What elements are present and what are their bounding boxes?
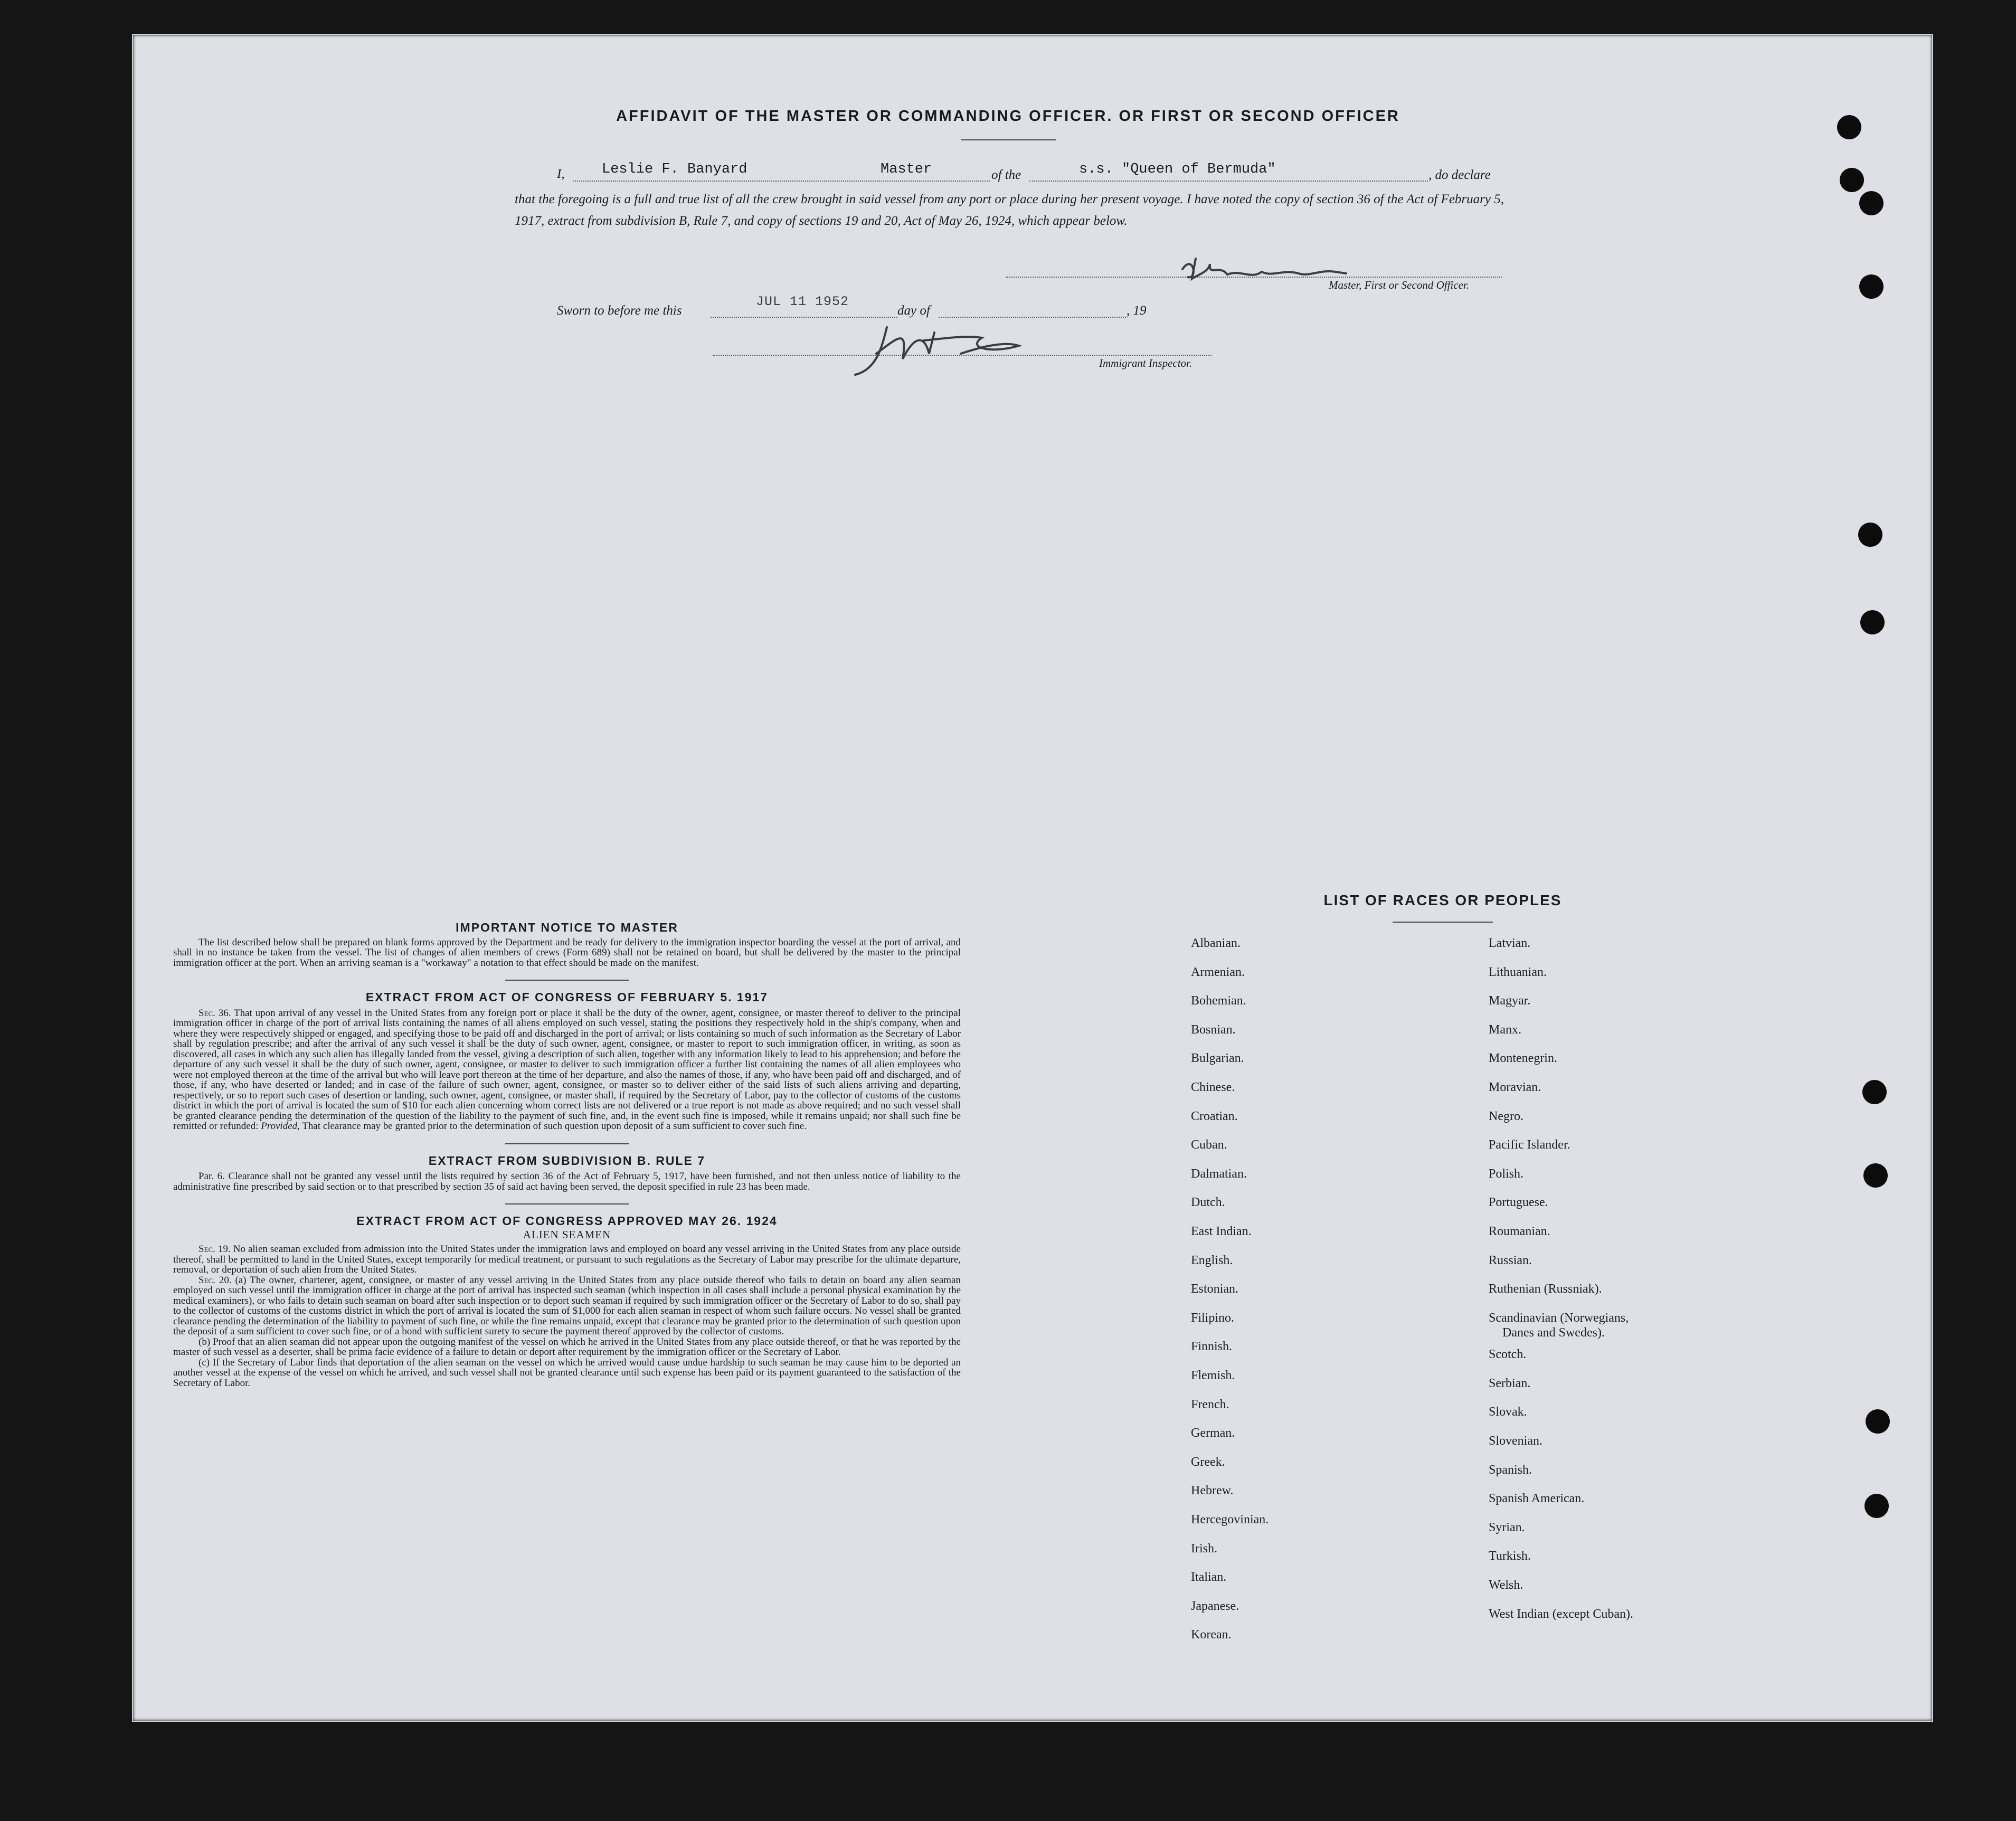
races-title-rule <box>1393 922 1493 923</box>
affidavit-i: I, <box>557 167 565 181</box>
name-line <box>573 181 990 182</box>
race-item: Scandinavian (Norwegians, <box>1489 1311 1629 1325</box>
race-item: Danes and Swedes). <box>1502 1325 1605 1340</box>
race-item: Russian. <box>1489 1253 1532 1267</box>
section-label: Sec. 36. <box>198 1007 231 1019</box>
race-item: German. <box>1191 1426 1235 1440</box>
notice-column <box>173 923 961 1388</box>
section-divider <box>505 1143 629 1144</box>
race-item: Magyar. <box>1489 994 1531 1008</box>
affidavit-title: AFFIDAVIT OF THE MASTER OR COMMANDING OFFICER. OR FIRST OR SECOND OFFICER <box>616 108 1400 125</box>
race-item: Welsh. <box>1489 1578 1523 1592</box>
punch-hole <box>1866 1409 1890 1434</box>
race-item: Bohemian. <box>1191 994 1246 1008</box>
section-20-label: Sec. 20. <box>198 1274 232 1286</box>
race-item: Chinese. <box>1191 1080 1235 1094</box>
sheet-border <box>132 34 1933 1722</box>
title-rule <box>961 139 1056 140</box>
extract-1924-title: EXTRACT FROM ACT OF CONGRESS APPROVED MAY 26. 1924 <box>356 1214 778 1228</box>
race-item: Portuguese. <box>1489 1196 1548 1210</box>
inspector-signature <box>845 317 1035 380</box>
race-item: Croatian. <box>1191 1109 1238 1123</box>
race-item: Negro. <box>1489 1109 1523 1123</box>
race-item: West Indian (except Cuban). <box>1489 1607 1633 1621</box>
race-item: Estonian. <box>1191 1282 1238 1296</box>
section-19-text <box>173 1244 961 1275</box>
race-item: Spanish American. <box>1489 1492 1585 1506</box>
race-item: Bulgarian. <box>1191 1051 1244 1066</box>
section-20a-body: (a) The owner, charterer, agent, consignee, or master of any vessel arriving in the United States from any place outside thereof who fails to detain on board any alien seaman employed on such vessel until the immigration officer in charge at the port of arrival has inspected such seaman (which inspection in all cases shall include a personal physical examination by the medical examiners), or who fails to detain such seaman on board after such inspection or to deport such seaman if required by such immigration officer or the Secretary of Labor to do so, shall pay to the collector of customs of the customs district in which the port of arrival is located the sum of $1,000 for each alien seaman in respect of whom such failure occurs. No vessel shall be granted clearance pending the determination of the liability to payment of such fine, or while the fine remains unpaid, except that clearance may be granted prior to the determination of such question upon the deposit of a sum sufficient to cover such fine, or of a bond with sufficient surety to secure the payment thereof approved by the collector of customs. <box>173 1274 961 1337</box>
race-item: Montenegrin. <box>1489 1051 1557 1066</box>
extract-rule7-title: EXTRACT FROM SUBDIVISION B. RULE 7 <box>428 1153 706 1168</box>
race-item: Turkish. <box>1489 1549 1531 1563</box>
race-item: Manx. <box>1489 1022 1521 1037</box>
race-item: Italian. <box>1191 1570 1227 1585</box>
affidavit-statement: that the foregoing is a full and true list of all the crew brought in said vessel from any port or place during her present voyage. I have noted the copy of section 36 of the Act of February 5, 1917, extract from subdivision B, Rule 7, and copy of sections 19 and 20, Act of May 26, 1924, which appear below. <box>515 192 1504 228</box>
notice-title: IMPORTANT NOTICE TO MASTER <box>456 921 678 934</box>
race-item: Hebrew. <box>1191 1484 1234 1498</box>
race-item: Cuban. <box>1191 1138 1227 1152</box>
section-20c-text: (c) If the Secretary of Labor finds that deportation of the alien seaman on the vessel on which he arrived would cause undue hardship to such seaman he may cause him to be deported an another vessel at the expense of the vessel on which he arrived, and such vessel shall not be granted clearance until such expense has been paid or its payment guaranteed to the satisfaction of the Secretary of Labor. <box>173 1357 961 1389</box>
year-label: , 19 <box>1127 304 1147 318</box>
punch-hole <box>1864 1494 1889 1518</box>
punch-hole <box>1863 1163 1888 1188</box>
race-item: Moravian. <box>1489 1080 1541 1094</box>
race-item: Dutch. <box>1191 1196 1225 1210</box>
races-title: LIST OF RACES OR PEOPLES <box>1323 892 1562 908</box>
punch-hole <box>1860 610 1885 634</box>
extract-rule7-text: Par. 6. Clearance shall not be granted any vessel until the lists required by section 36 of the Act of February 5, 1917, have been furnished, and not then unless notice of liability to the administrative fine prescribed by said section or to that prescribed by section 35 of said act having been served, the deposit specified in rule 23 has been made. <box>173 1171 961 1192</box>
master-caption: Master, First or Second Officer. <box>1329 279 1469 291</box>
race-item: Bosnian. <box>1191 1022 1236 1037</box>
vessel-name: s.s. "Queen of Bermuda" <box>1079 162 1276 177</box>
section-19-body: No alien seaman excluded from admission into the United States under the immigration laws and employed on board any vessel arriving in the United States from any place outside thereof, shall be permitted to land in the United States, except temporarily for medical treatment, or pursuant to such regulations as the Secretary of Labor may prescribe for the ultimate departure, removal, or deportation of such alien from the United States. <box>173 1244 961 1275</box>
race-item: Albanian. <box>1191 936 1241 950</box>
section-divider <box>505 1203 629 1204</box>
of-the-label: of the <box>991 168 1021 182</box>
race-item: Slovak. <box>1489 1405 1527 1419</box>
race-item: Filipino. <box>1191 1311 1235 1325</box>
provided-word: Provided, <box>261 1121 300 1132</box>
race-item: Finnish. <box>1191 1340 1233 1354</box>
race-item: Armenian. <box>1191 965 1245 979</box>
punch-hole <box>1840 168 1864 192</box>
master-signature <box>1177 248 1351 290</box>
extract-1917-text <box>173 1008 961 1132</box>
race-item: English. <box>1191 1253 1233 1267</box>
punch-hole <box>1858 523 1882 547</box>
inspector-caption: Immigrant Inspector. <box>1099 357 1192 369</box>
punch-hole <box>1862 1080 1887 1104</box>
section-36-text: That upon arrival of any vessel in the United States from any foreign port or place it shall be the duty of the owner, agent, consignee, or master thereof to deliver to the principal immigration officer in charge of the port of arrival lists containing the names of all aliens employed on such vessel, stating the positions they respectively hold in the ship's company, when and where they were respectively shipped or engaged, and specifying those to be paid off and discharged in the port of arrival; or lists containing so much of such information as the Secretary of Labor shall by regulation prescribe; and after the arrival of any such vessel it shall be the duty of such owner, agent, consignee, or master to report to such immigration officer, in writing, as soon as discovered, all cases in which any such alien has illegally landed from the vessel, giving a description of such alien, together with any information likely to lead to his apprehension; and before the departure of any such vessel it shall be the duty of such owner, agent, consignee, or master to deliver to such immigration officer a further list containing the names of all alien employees who were not employed thereon at the time of the arrival but who will leave port thereon at the time of her departure, and also the names of those, if any, who have been paid off and discharged, and of those, if any, who have deserted or landed; and in case of the failure of such owner, agent, consignee, or master so to deliver either of the said lists of such aliens arriving and departing, respectively, or so to report such cases of desertion or landing, such owner, agent, consignee, or master shall, if required by the Secretary of Labor, pay to the collector of customs of the customs district in which the port of arrival is located the sum of $10 for each alien concerning whom correct lists are not delivered or a true report is not made as above required; and no such vessel shall be granted clearance pending the determination of the question of the liability to the payment of such fine, and, in the event such fine is imposed, while it remains unpaid; nor shall such fine be remitted or refunded: <box>173 1007 961 1132</box>
do-declare: , do declare <box>1428 168 1491 182</box>
alien-seamen-subtitle: ALIEN SEAMEN <box>523 1228 611 1241</box>
provided-text: That clearance may be granted prior to the determination of such question upon deposit of a sum sufficient to cover such fine. <box>302 1121 807 1132</box>
master-name: Leslie F. Banyard <box>602 162 747 177</box>
race-item: Scotch. <box>1489 1348 1527 1362</box>
race-item: Dalmatian. <box>1191 1166 1247 1181</box>
race-item: Greek. <box>1191 1455 1225 1469</box>
race-item: Japanese. <box>1191 1599 1239 1613</box>
race-item: Roumanian. <box>1489 1225 1550 1238</box>
race-item: Slovenian. <box>1489 1434 1542 1448</box>
race-item: East Indian. <box>1191 1225 1252 1238</box>
notice-text: The list described below shall be prepared on blank forms approved by the Department and be ready for delivery to the immigration inspector boarding the vessel at the port of arrival, and shall in no instance be taken from the vessel. The list of changes of alien members of crews (Form 689) shall not be retained on board, but shall be delivered by the master to the principal immigration officer at the port. When an arriving seaman is a "workaway" a notation to that effect should be made on the manifest. <box>173 936 961 969</box>
punch-hole <box>1859 274 1884 299</box>
race-item: Syrian. <box>1489 1520 1525 1534</box>
section-20b-text: (b) Proof that an alien seaman did not appear upon the outgoing manifest of the vessel on which he arrived in the United States from any place outside thereof, or that he was reported by the master of such vessel as a deserter, shall be prima facie evidence of a failure to detain or deport after requirement by the immigration officer or the Secretary of Labor. <box>173 1336 961 1358</box>
section-19-label: Sec. 19. <box>198 1244 231 1255</box>
section-20a-text <box>173 1275 961 1337</box>
race-item: Irish. <box>1191 1541 1217 1556</box>
extract-1917-title: EXTRACT FROM ACT OF CONGRESS OF FEBRUARY 5. 1917 <box>365 990 769 1004</box>
sworn-label: Sworn to before me this <box>557 304 682 318</box>
race-item: Latvian. <box>1489 936 1531 950</box>
master-rank: Master <box>881 162 932 177</box>
race-item: Korean. <box>1191 1628 1232 1642</box>
race-item: Ruthenian (Russniak). <box>1489 1282 1602 1296</box>
punch-hole <box>1859 191 1884 215</box>
race-item: Pacific Islander. <box>1489 1138 1570 1152</box>
date-stamp: JUL 11 1952 <box>756 294 849 309</box>
race-item: Polish. <box>1489 1166 1524 1181</box>
race-item: Flemish. <box>1191 1369 1235 1382</box>
race-item: French. <box>1191 1397 1229 1411</box>
day-of-label: day of <box>897 304 930 318</box>
race-item: Spanish. <box>1489 1463 1532 1477</box>
race-item: Hercegovinian. <box>1191 1513 1269 1526</box>
race-item: Serbian. <box>1489 1376 1531 1390</box>
race-item: Lithuanian. <box>1489 965 1547 979</box>
section-divider <box>505 980 629 981</box>
vessel-line <box>1029 181 1428 182</box>
